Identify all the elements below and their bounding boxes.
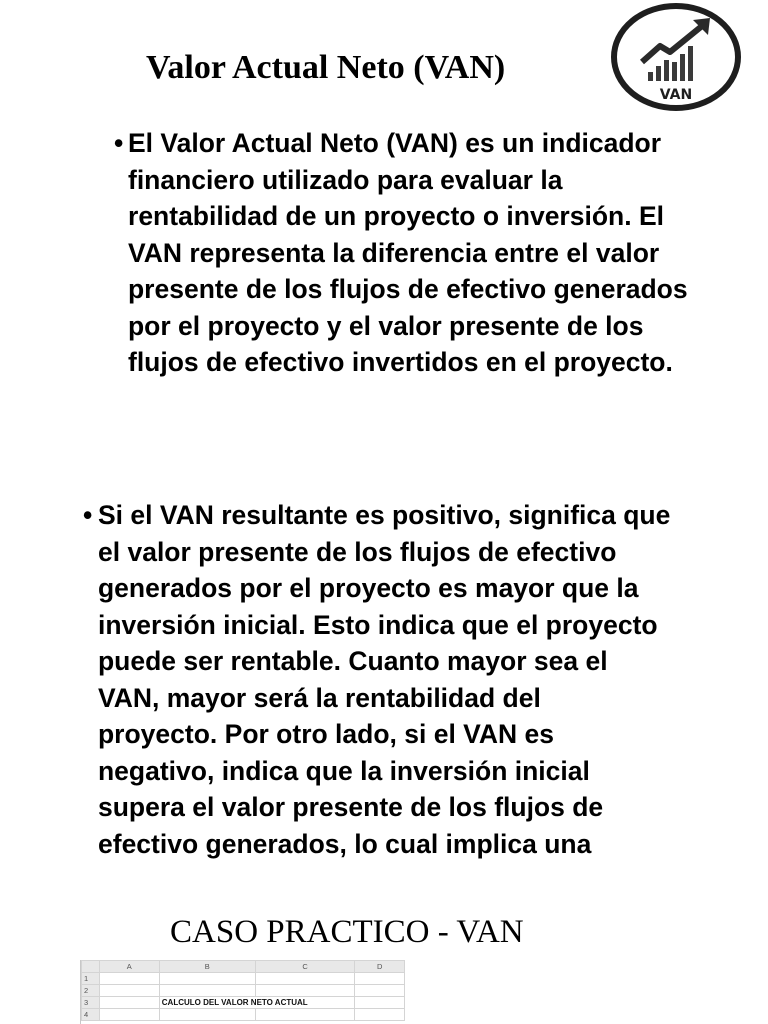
- cell: [355, 997, 405, 1009]
- spreadsheet-table: [81, 960, 405, 1021]
- text-line: negativo, indica que la inversión inicial: [98, 755, 590, 786]
- text-line: rentabilidad de un proyecto o inversión. El: [128, 201, 664, 231]
- definition-bullet: [114, 125, 748, 381]
- table-row: [82, 997, 405, 1009]
- text-line: presente de los flujos de efectivo generados: [128, 274, 688, 304]
- logo-text: VAN: [659, 87, 693, 103]
- text-line: generados por el proyecto es mayor que la: [98, 573, 639, 603]
- cell: [355, 1009, 405, 1021]
- cell: [99, 985, 159, 997]
- cell: [159, 1009, 255, 1021]
- cell: [255, 1009, 355, 1021]
- table-row: [82, 1009, 405, 1021]
- row-number: 1: [82, 973, 100, 985]
- column-header-row: [82, 961, 405, 973]
- column-header: B: [159, 961, 255, 973]
- text-line: VAN representa la diferencia entre el valor: [128, 237, 660, 268]
- text-line: puede ser rentable. Cuanto mayor sea el: [98, 646, 608, 676]
- text-line: flujos de efectivo invertidos en el proyecto.: [128, 347, 673, 377]
- cell: [159, 985, 255, 997]
- cell: [255, 985, 355, 997]
- bullet-marker: •: [114, 128, 124, 158]
- spreadsheet-preview: [80, 960, 405, 1024]
- text-line: inversión inicial. Esto indica que el proyecto: [98, 609, 658, 640]
- table-row: [82, 973, 405, 985]
- row-number: 3: [82, 997, 100, 1009]
- text-line: proyecto. Por otro lado, si el VAN es: [98, 719, 554, 749]
- case-study-title: CASO PRACTICO - VAN: [170, 914, 524, 950]
- text-line: por el proyecto y el valor presente de los: [128, 310, 644, 341]
- row-number: 4: [82, 1009, 100, 1021]
- page-title: Valor Actual Neto (VAN): [146, 49, 506, 86]
- spreadsheet-heading: CALCULO DEL VALOR NETO ACTUAL: [159, 997, 355, 1009]
- text-line: Si el VAN resultante es positivo, significa que: [98, 500, 671, 530]
- text-line: efectivo generados, lo cual implica una: [98, 828, 592, 859]
- text-line: VAN, mayor será la rentabilidad del: [98, 682, 541, 713]
- bullet-marker: •: [83, 500, 93, 530]
- cell: [99, 1009, 159, 1021]
- interpretation-bullet: [83, 497, 748, 862]
- column-header: C: [255, 961, 355, 973]
- cell: [99, 973, 159, 985]
- van-growth-chart-icon: [610, 2, 742, 112]
- column-header: D: [355, 961, 405, 973]
- cell: [355, 973, 405, 985]
- cell: [355, 985, 405, 997]
- corner-cell: [82, 961, 100, 973]
- cell: [159, 973, 255, 985]
- row-number: 2: [82, 985, 100, 997]
- cell: [255, 973, 355, 985]
- column-header: A: [99, 961, 159, 973]
- text-line: El Valor Actual Neto (VAN) es un indicador: [128, 128, 662, 158]
- table-row: [82, 985, 405, 997]
- cell: [99, 997, 159, 1009]
- text-line: el valor presente de los flujos de efectivo: [98, 536, 617, 567]
- text-line: supera el valor presente de los flujos de: [98, 792, 604, 822]
- text-line: financiero utilizado para evaluar la: [128, 164, 563, 195]
